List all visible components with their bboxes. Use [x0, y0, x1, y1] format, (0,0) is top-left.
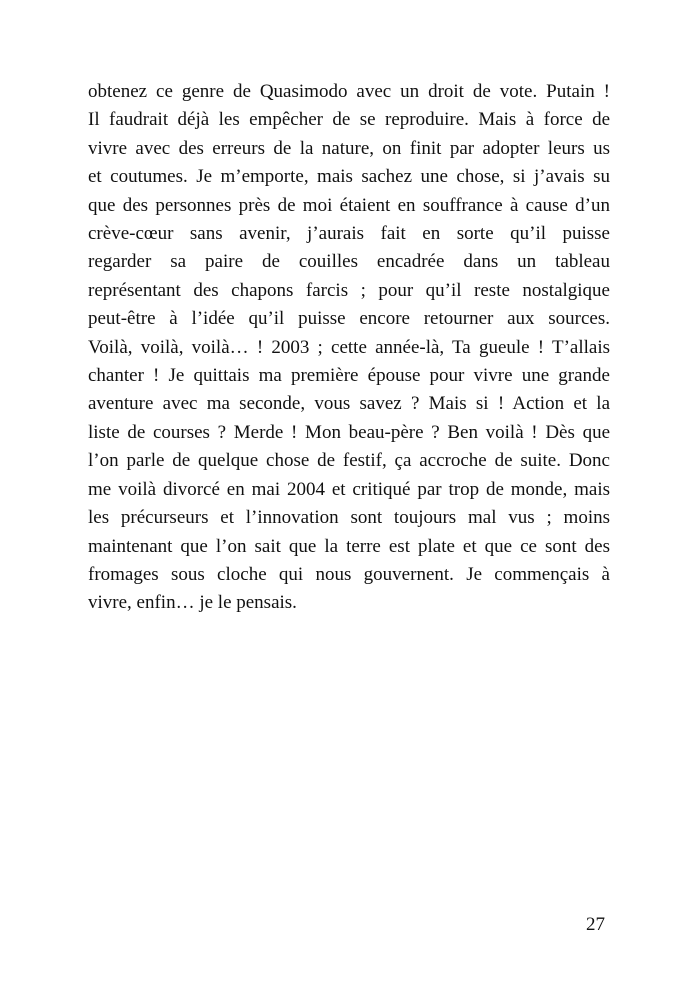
- text-line: peut-être à l’idée qu’il puisse encore retourner aux sources.: [88, 308, 610, 330]
- text-line: regarder sa paire de couilles encadrée dans un tableau: [88, 251, 610, 273]
- text-line: fromages sous cloche qui nous gouvernent. Je commençais à: [88, 563, 610, 585]
- text-line: liste de courses ? Merde ! Mon beau-père ? Ben voilà ! Dès que: [88, 421, 610, 443]
- text-line: obtenez ce genre de Quasimodo avec un droit de vote. Putain !: [88, 81, 610, 102]
- text-line: représentant des chapons farcis ; pour qu’il reste nostalgique: [88, 279, 610, 301]
- text-line: l’on parle de quelque chose de festif, ça accroche de suite. Donc: [88, 450, 610, 472]
- text-line-last: vivre, enfin… je le pensais.: [88, 592, 297, 614]
- text-line: chanter ! Je quittais ma première épouse pour vivre une grande: [88, 365, 610, 387]
- text-line: aventure avec ma seconde, vous savez ? Mais si ! Action et la: [88, 393, 610, 415]
- page-number: 27: [586, 914, 605, 935]
- body-paragraph: [88, 78, 610, 618]
- text-line: Voilà, voilà, voilà… ! 2003 ; cette année-là, Ta gueule ! T’allais: [88, 336, 610, 358]
- text-line: Il faudrait déjà les empêcher de se reproduire. Mais à force de: [88, 109, 610, 131]
- text-line: maintenant que l’on sait que la terre est plate et que ce sont des: [88, 535, 610, 557]
- text-line: vivre avec des erreurs de la nature, on finit par adopter leurs us: [88, 137, 610, 159]
- text-line: me voilà divorcé en mai 2004 et critiqué par trop de monde, mais: [88, 478, 610, 500]
- text-line: les précurseurs et l’innovation sont toujours mal vus ; moins: [88, 507, 610, 529]
- text-line: crève-cœur sans avenir, j’aurais fait en sorte qu’il puisse: [88, 223, 610, 245]
- text-line: que des personnes près de moi étaient en souffrance à cause d’un: [88, 194, 610, 216]
- text-line: et coutumes. Je m’emporte, mais sachez une chose, si j’avais su: [88, 166, 610, 188]
